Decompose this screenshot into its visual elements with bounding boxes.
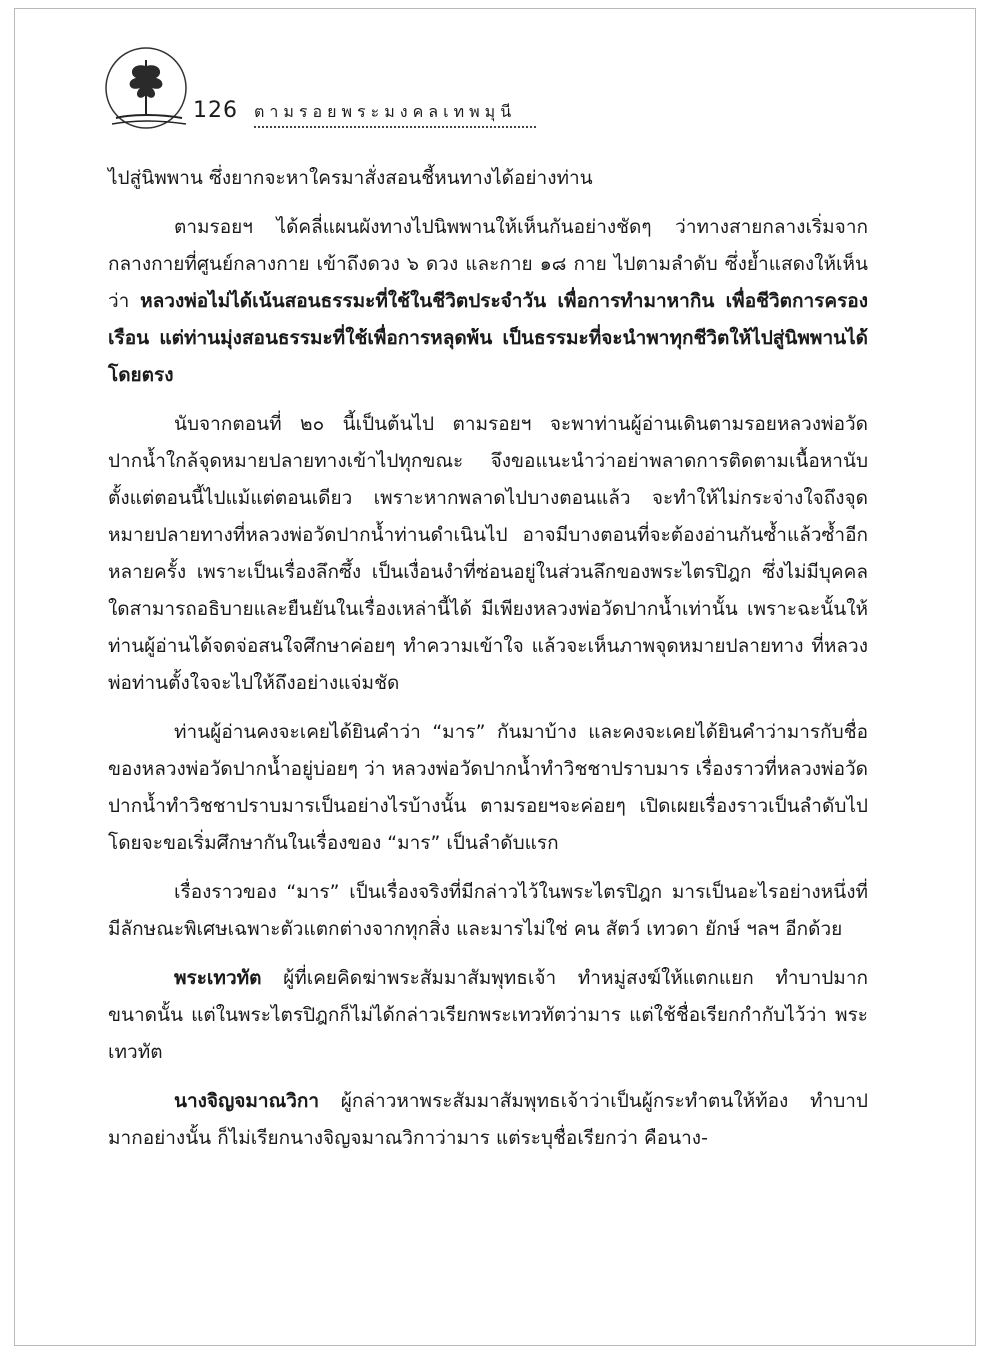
paragraph-7: นางจิญจมาณวิกา ผู้กล่าวหาพระสัมมาสัมพุทธเจ้าว่าเป็นผู้กระทำตนให้ท้อง ทำบาปมากอย่างนั้น ก็ไม่เรียกนางจิญจมาณวิกาว่ามาร แต่ระบุชื่อเรียกว่า คือนาง- xyxy=(108,1090,868,1149)
paragraph-3: นับจากตอนที่ ๒๐ นี้เป็นต้นไป ตามรอยฯ จะพาท่านผู้อ่านเดินตามรอยหลวงพ่อวัดปากน้ำใกล้จุดหมายปลายทางเข้าไปทุกขณะ จึงขอแนะนำว่าอย่าพลาดการติดตามเนื้อหานับตั้งแต่ตอนนี้ไปแม้แต่ตอนเดียว เพราะหากพลาดไปบางตอนแล้ว จะทำให้ไม่กระจ่างใจถึงจุดหมายปลายทางที่หลวงพ่อวัดปากน้ำท่านดำเนินไป อาจมีบางตอนที่จะต้องอ่านกันซ้ำแล้วซ้ำอีกหลายครั้ง เพราะเป็นเรื่องลึกซึ้ง เป็นเงื่อนงำที่ซ่อนอยู่ในส่วนลึกของพระไตรปิฎก ซึ่งไม่มีบุคคลใดสามารถอธิบายและยืนยันในเรื่องเหล่านี้ได้ มีเพียงหลวงพ่อวัดปากน้ำเท่านั้น เพราะฉะนั้นให้ท่านผู้อ่านได้จดจ่อสนใจศึกษาค่อยๆ ทำความเข้าใจ แล้วจะเห็นภาพจุดหมายปลายทาง ที่หลวงพ่อท่านตั้งใจจะไปให้ถึงอย่างแจ่มชัด xyxy=(108,413,868,694)
paragraph-4: ท่านผู้อ่านคงจะเคยได้ยินคำว่า “มาร” กันมาบ้าง และคงจะเคยได้ยินคำว่ามารกับชื่อของหลวงพ่อวัดปากน้ำอยู่บ่อยๆ ว่า หลวงพ่อวัดปากน้ำทำวิชชาปราบมาร เรื่องราวที่หลวงพ่อวัดปากน้ำทำวิชชาปราบมารเป็นอย่างไรบ้างนั้น ตามรอยฯจะค่อยๆ เปิดเผยเรื่องราวเป็นลำดับไป โดยจะขอเริ่มศึกษากันในเรื่องของ “มาร” เป็นลำดับแรก xyxy=(108,721,868,854)
paragraph-2-text: ตามรอยฯ ได้คลี่แผนผังทางไปนิพพานให้เห็นกันอย่างชัดๆ ว่าทางสายกลางเริ่มจากกลางกายที่ศูนย์กลางกาย เข้าถึงดวง ๖ ดวง และกาย ๑๘ กาย ไปตามลำดับ ซึ่งย้ำแสดงให้เห็นว่า xyxy=(108,216,868,312)
paragraph-2 xyxy=(108,209,868,394)
lotus-tree-circle-icon xyxy=(102,44,194,136)
paragraph-1: ไปสู่นิพพาน ซึ่งยากจะหาใครมาสั่งสอนชี้หนทางได้อย่างท่าน xyxy=(108,167,593,189)
running-title: ตามรอยพระมงคลเทพมุนี xyxy=(254,102,517,121)
header-dotted-rule xyxy=(254,126,536,128)
paragraph-5: เรื่องราวของ “มาร” เป็นเรื่องจริงที่มีกล่าวไว้ในพระไตรปิฎก มารเป็นอะไรอย่างหนึ่งที่มีลักษณะพิเศษเฉพาะตัวแตกต่างจากทุกสิ่ง และมารไม่ใช่ คน สัตว์ เทวดา ยักษ์ ฯลฯ อีกด้วย xyxy=(108,881,868,940)
page-body xyxy=(108,160,868,1169)
page-number: 126 xyxy=(193,98,238,123)
paragraph-6: พระเทวทัต ผู้ที่เคยคิดฆ่าพระสัมมาสัมพุทธเจ้า ทำหมู่สงฆ์ให้แตกแยก ทำบาปมากขนาดนั้น แต่ในพระไตรปิฎกก็ไม่ได้กล่าวเรียกพระเทวทัตว่ามาร แต่ใช้ชื่อเรียกกำกับไว้ว่า พระเทวทัต xyxy=(108,967,868,1063)
paragraph-2-bold: หลวงพ่อไม่ได้เน้นสอนธรรมะที่ใช้ในชีวิตประจำวัน เพื่อการทำมาหากิน เพื่อชีวิตการครองเรือน แต่ท่านมุ่งสอนธรรมะที่ใช้เพื่อการหลุดพ้น เป็นธรรมะที่จะนำพาทุกชีวิตให้ไปสู่นิพพานได้โดยตรง xyxy=(108,290,868,386)
paragraph-6-bold: พระเทวทัต xyxy=(174,967,262,989)
paragraph-7-bold: นางจิญจมาณวิกา xyxy=(174,1090,320,1112)
